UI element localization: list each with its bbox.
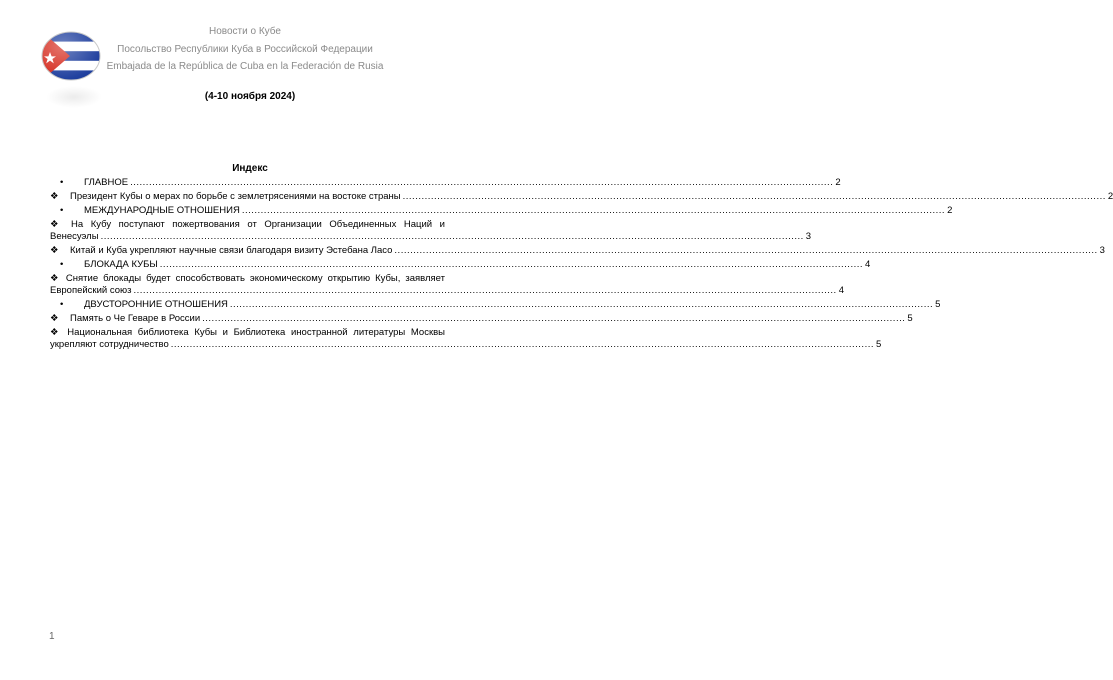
toc-entry-text: БЛОКАДА КУБЫ [84, 259, 158, 270]
diamond-bullet-icon: ❖ [50, 245, 59, 256]
toc-page-number: 5 [907, 313, 913, 324]
bullet-icon: • [60, 259, 64, 270]
header-title: Новости о Кубе [209, 26, 281, 37]
toc-entry-text: Национальная библиотека Кубы и Библиотека иностранной литературы Москвы [67, 327, 445, 338]
toc-item-entry[interactable] [50, 313, 913, 325]
document-header [0, 0, 480, 120]
toc-entry-text: На Кубу поступают пожертвования от Организации Объединенных Наций и [71, 219, 445, 230]
toc-entry-line [50, 327, 445, 339]
toc-entry-text: ГЛАВНОЕ [84, 177, 129, 188]
toc-item-entry[interactable] [50, 327, 882, 351]
dot-leader [394, 245, 1097, 257]
toc-entry-text: МЕЖДУНАРОДНЫЕ ОТНОШЕНИЯ [84, 205, 240, 216]
diamond-bullet-icon: ❖ [50, 313, 59, 324]
toc-entry-text: Китай и Куба укрепляют научные связи благодаря визиту Эстебана Ласо [70, 245, 393, 256]
dot-leader [130, 177, 833, 189]
diamond-bullet-icon: ❖ [50, 273, 61, 284]
dot-leader [403, 191, 1106, 203]
toc-entry-line [50, 285, 844, 297]
toc-item-entry[interactable] [50, 273, 844, 297]
dot-leader [171, 339, 874, 351]
toc-entry-line [50, 339, 882, 351]
toc-item-entry[interactable] [50, 191, 1113, 203]
toc-entry-text: Европейский союз [50, 285, 132, 296]
toc-entry-line [50, 273, 445, 285]
toc-entry-line [50, 231, 812, 243]
toc-item-entry[interactable] [50, 245, 1105, 257]
index-heading: Индекс [232, 163, 268, 174]
bullet-icon: • [60, 205, 64, 216]
header-embassy-ru: Посольство Республики Куба в Российской Федерации [117, 44, 373, 55]
toc-section-entry[interactable] [50, 299, 941, 311]
toc-entry-line [50, 219, 445, 231]
toc-page-number: 4 [865, 259, 871, 270]
diamond-bullet-icon: ❖ [50, 219, 64, 230]
bullet-icon: • [60, 299, 64, 310]
toc-section-entry[interactable] [50, 205, 953, 217]
toc-page-number: 3 [1099, 245, 1105, 256]
dot-leader [160, 259, 863, 271]
dot-leader [101, 231, 804, 243]
page-number: 1 [49, 631, 55, 642]
table-of-contents [50, 177, 1113, 353]
toc-entry-text: ДВУСТОРОННИЕ ОТНОШЕНИЯ [84, 299, 228, 310]
toc-page-number: 2 [947, 205, 953, 216]
bullet-icon: • [60, 177, 64, 188]
toc-entry-text: Президент Кубы о мерах по борьбе с землетрясениями на востоке страны [70, 191, 401, 202]
toc-page-number: 5 [935, 299, 941, 310]
toc-page-number: 3 [805, 231, 812, 242]
dot-leader [230, 299, 933, 311]
toc-entry-text: укрепляют сотрудничество [50, 339, 169, 350]
diamond-bullet-icon: ❖ [50, 327, 62, 338]
toc-entry-text: Венесуэлы [50, 231, 99, 242]
toc-item-entry[interactable] [50, 219, 812, 243]
toc-page-number: 5 [876, 339, 882, 350]
date-range: (4-10 ноября 2024) [204, 91, 296, 102]
toc-entry-text: Снятие блокады будет способствовать экономическому открытию Кубы, заявляет [65, 273, 446, 284]
dot-leader [133, 285, 836, 297]
toc-section-entry[interactable] [50, 177, 841, 189]
toc-page-number: 4 [838, 285, 844, 296]
toc-page-number: 2 [835, 177, 841, 188]
toc-page-number: 2 [1107, 191, 1113, 202]
dot-leader [202, 313, 905, 325]
header-embassy-es: Embajada de la República de Cuba en la Federación de Rusia [106, 61, 384, 72]
toc-entry-text: Память о Че Геваре в России [70, 313, 201, 324]
dot-leader [242, 205, 945, 217]
diamond-bullet-icon: ❖ [50, 191, 59, 202]
toc-section-entry[interactable] [50, 259, 871, 271]
